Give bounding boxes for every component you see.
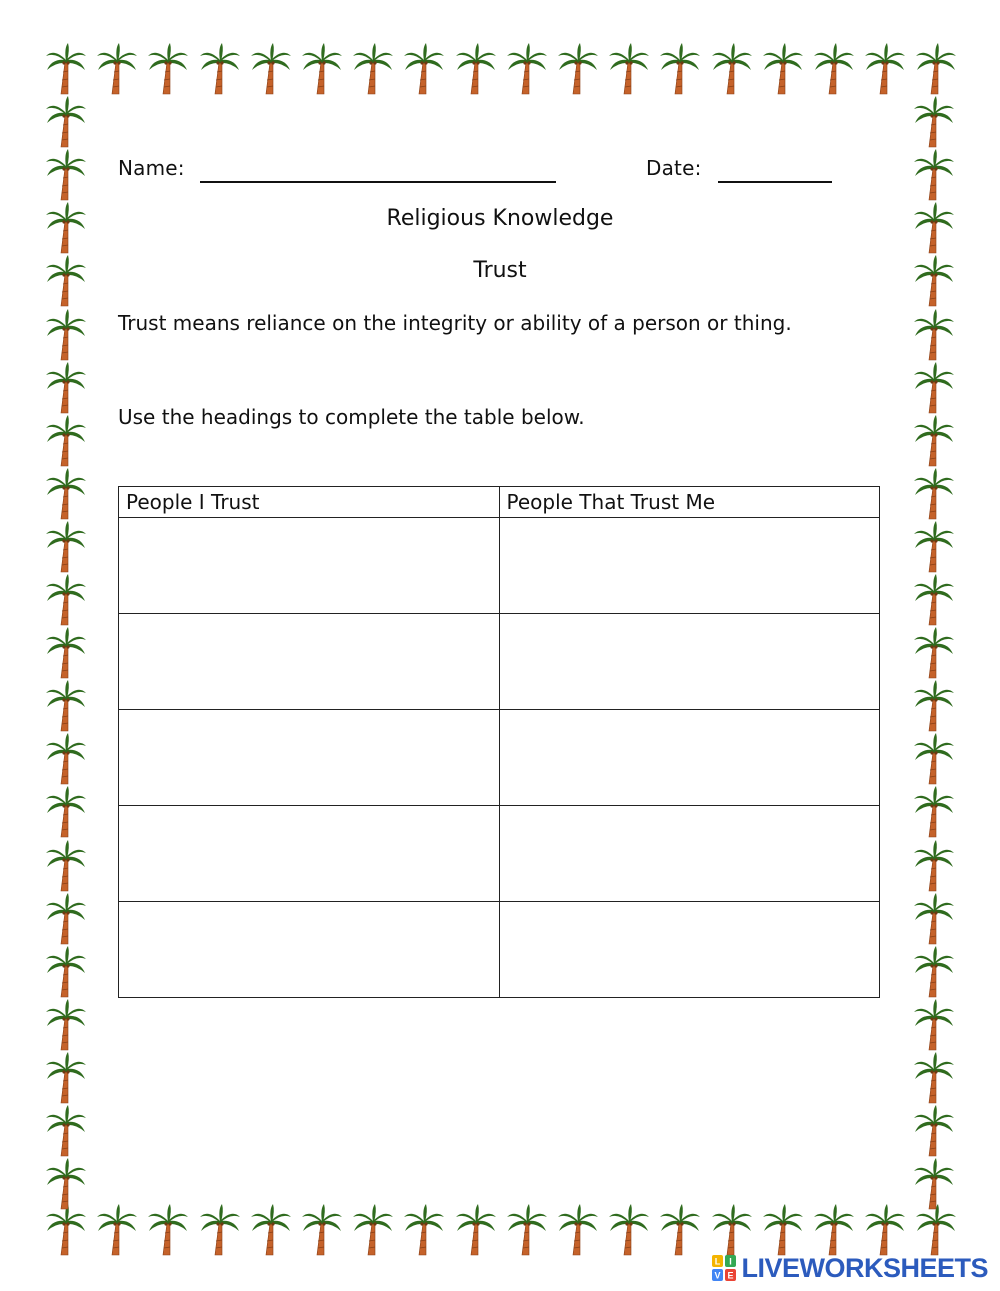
palm-tree-icon — [146, 42, 190, 96]
palm-tree-icon — [44, 732, 88, 786]
answer-cell-people-i-trust[interactable] — [119, 614, 500, 710]
palm-tree-icon — [912, 626, 956, 680]
palm-tree-icon — [710, 42, 754, 96]
palm-tree-icon — [300, 1203, 344, 1257]
svg-text:I: I — [729, 1256, 733, 1267]
answer-cell-people-i-trust[interactable] — [119, 806, 500, 902]
palm-tree-icon — [912, 520, 956, 574]
palm-tree-icon — [44, 308, 88, 362]
table-header-row — [119, 487, 880, 518]
palm-tree-icon — [44, 1157, 88, 1211]
palm-tree-icon — [912, 308, 956, 362]
header-people-i-trust: People I Trust — [119, 487, 500, 518]
palm-tree-icon — [44, 1203, 88, 1257]
table-row — [119, 806, 880, 902]
palm-tree-icon — [658, 1203, 702, 1257]
name-answer-line[interactable] — [200, 181, 556, 183]
table-row — [119, 902, 880, 998]
answer-cell-people-that-trust-me[interactable] — [499, 710, 880, 806]
palm-tree-icon — [198, 42, 242, 96]
name-label: Name: — [118, 156, 185, 180]
header-people-that-trust-me: People That Trust Me — [499, 487, 880, 518]
palm-tree-icon — [912, 361, 956, 415]
answer-cell-people-that-trust-me[interactable] — [499, 614, 880, 710]
palm-tree-icon — [761, 1203, 805, 1257]
svg-text:V: V — [714, 1270, 721, 1281]
palm-tree-icon — [351, 42, 395, 96]
palm-tree-icon — [249, 42, 293, 96]
palm-tree-icon — [249, 1203, 293, 1257]
palm-tree-icon — [44, 679, 88, 733]
palm-tree-icon — [300, 42, 344, 96]
palm-tree-icon — [912, 95, 956, 149]
palm-tree-icon — [95, 1203, 139, 1257]
definition-text: Trust means reliance on the integrity or ability of a person or thing. — [118, 311, 792, 335]
liveworksheets-logo-icon — [711, 1254, 737, 1282]
palm-tree-icon — [556, 42, 600, 96]
palm-tree-icon — [454, 42, 498, 96]
palm-tree-icon — [198, 1203, 242, 1257]
palm-tree-icon — [44, 1051, 88, 1105]
palm-tree-icon — [44, 520, 88, 574]
svg-text:E: E — [727, 1270, 734, 1281]
palm-tree-icon — [402, 1203, 446, 1257]
palm-tree-icon — [912, 1157, 956, 1211]
answer-cell-people-i-trust[interactable] — [119, 710, 500, 806]
palm-tree-icon — [44, 414, 88, 468]
liveworksheets-text: LIVEWORKSHEETS — [741, 1252, 988, 1283]
palm-tree-icon — [44, 945, 88, 999]
instruction-text: Use the headings to complete the table below. — [118, 405, 585, 429]
palm-tree-icon — [351, 1203, 395, 1257]
topic-title: Trust — [473, 258, 527, 283]
palm-tree-icon — [912, 414, 956, 468]
palm-tree-icon — [146, 1203, 190, 1257]
palm-tree-icon — [95, 42, 139, 96]
palm-tree-icon — [44, 785, 88, 839]
palm-tree-icon — [607, 1203, 651, 1257]
trust-table — [118, 486, 880, 998]
palm-tree-icon — [44, 573, 88, 627]
date-answer-line[interactable] — [718, 181, 832, 183]
answer-cell-people-that-trust-me[interactable] — [499, 902, 880, 998]
palm-tree-icon — [44, 95, 88, 149]
palm-tree-icon — [44, 148, 88, 202]
palm-tree-icon — [556, 1203, 600, 1257]
palm-tree-icon — [914, 1203, 958, 1257]
palm-tree-icon — [912, 839, 956, 893]
palm-tree-icon — [505, 1203, 549, 1257]
palm-tree-icon — [912, 945, 956, 999]
palm-tree-icon — [44, 839, 88, 893]
palm-tree-icon — [44, 626, 88, 680]
palm-tree-icon — [912, 148, 956, 202]
palm-tree-icon — [912, 1051, 956, 1105]
palm-tree-icon — [863, 1203, 907, 1257]
palm-tree-icon — [402, 42, 446, 96]
date-label: Date: — [646, 156, 702, 180]
palm-tree-icon — [914, 42, 958, 96]
palm-tree-icon — [44, 467, 88, 521]
palm-tree-icon — [761, 42, 805, 96]
palm-tree-icon — [912, 679, 956, 733]
palm-tree-icon — [454, 1203, 498, 1257]
palm-tree-icon — [44, 1104, 88, 1158]
palm-tree-icon — [44, 998, 88, 1052]
palm-tree-icon — [44, 42, 88, 96]
palm-tree-icon — [44, 361, 88, 415]
palm-tree-icon — [812, 1203, 856, 1257]
answer-cell-people-i-trust[interactable] — [119, 902, 500, 998]
palm-tree-icon — [44, 892, 88, 946]
table-row — [119, 614, 880, 710]
liveworksheets-brand[interactable] — [711, 1253, 988, 1283]
palm-tree-icon — [710, 1203, 754, 1257]
palm-tree-icon — [912, 785, 956, 839]
palm-tree-icon — [912, 998, 956, 1052]
svg-text:L: L — [715, 1256, 721, 1267]
palm-tree-icon — [912, 573, 956, 627]
answer-cell-people-i-trust[interactable] — [119, 518, 500, 614]
palm-tree-icon — [812, 42, 856, 96]
palm-tree-icon — [912, 892, 956, 946]
palm-tree-icon — [505, 42, 549, 96]
answer-cell-people-that-trust-me[interactable] — [499, 518, 880, 614]
palm-tree-icon — [607, 42, 651, 96]
palm-tree-icon — [912, 1104, 956, 1158]
subject-title: Religious Knowledge — [386, 206, 614, 231]
palm-tree-icon — [912, 732, 956, 786]
table-row — [119, 710, 880, 806]
palm-tree-icon — [912, 467, 956, 521]
palm-tree-icon — [863, 42, 907, 96]
table-row — [119, 518, 880, 614]
palm-tree-icon — [658, 42, 702, 96]
answer-cell-people-that-trust-me[interactable] — [499, 806, 880, 902]
